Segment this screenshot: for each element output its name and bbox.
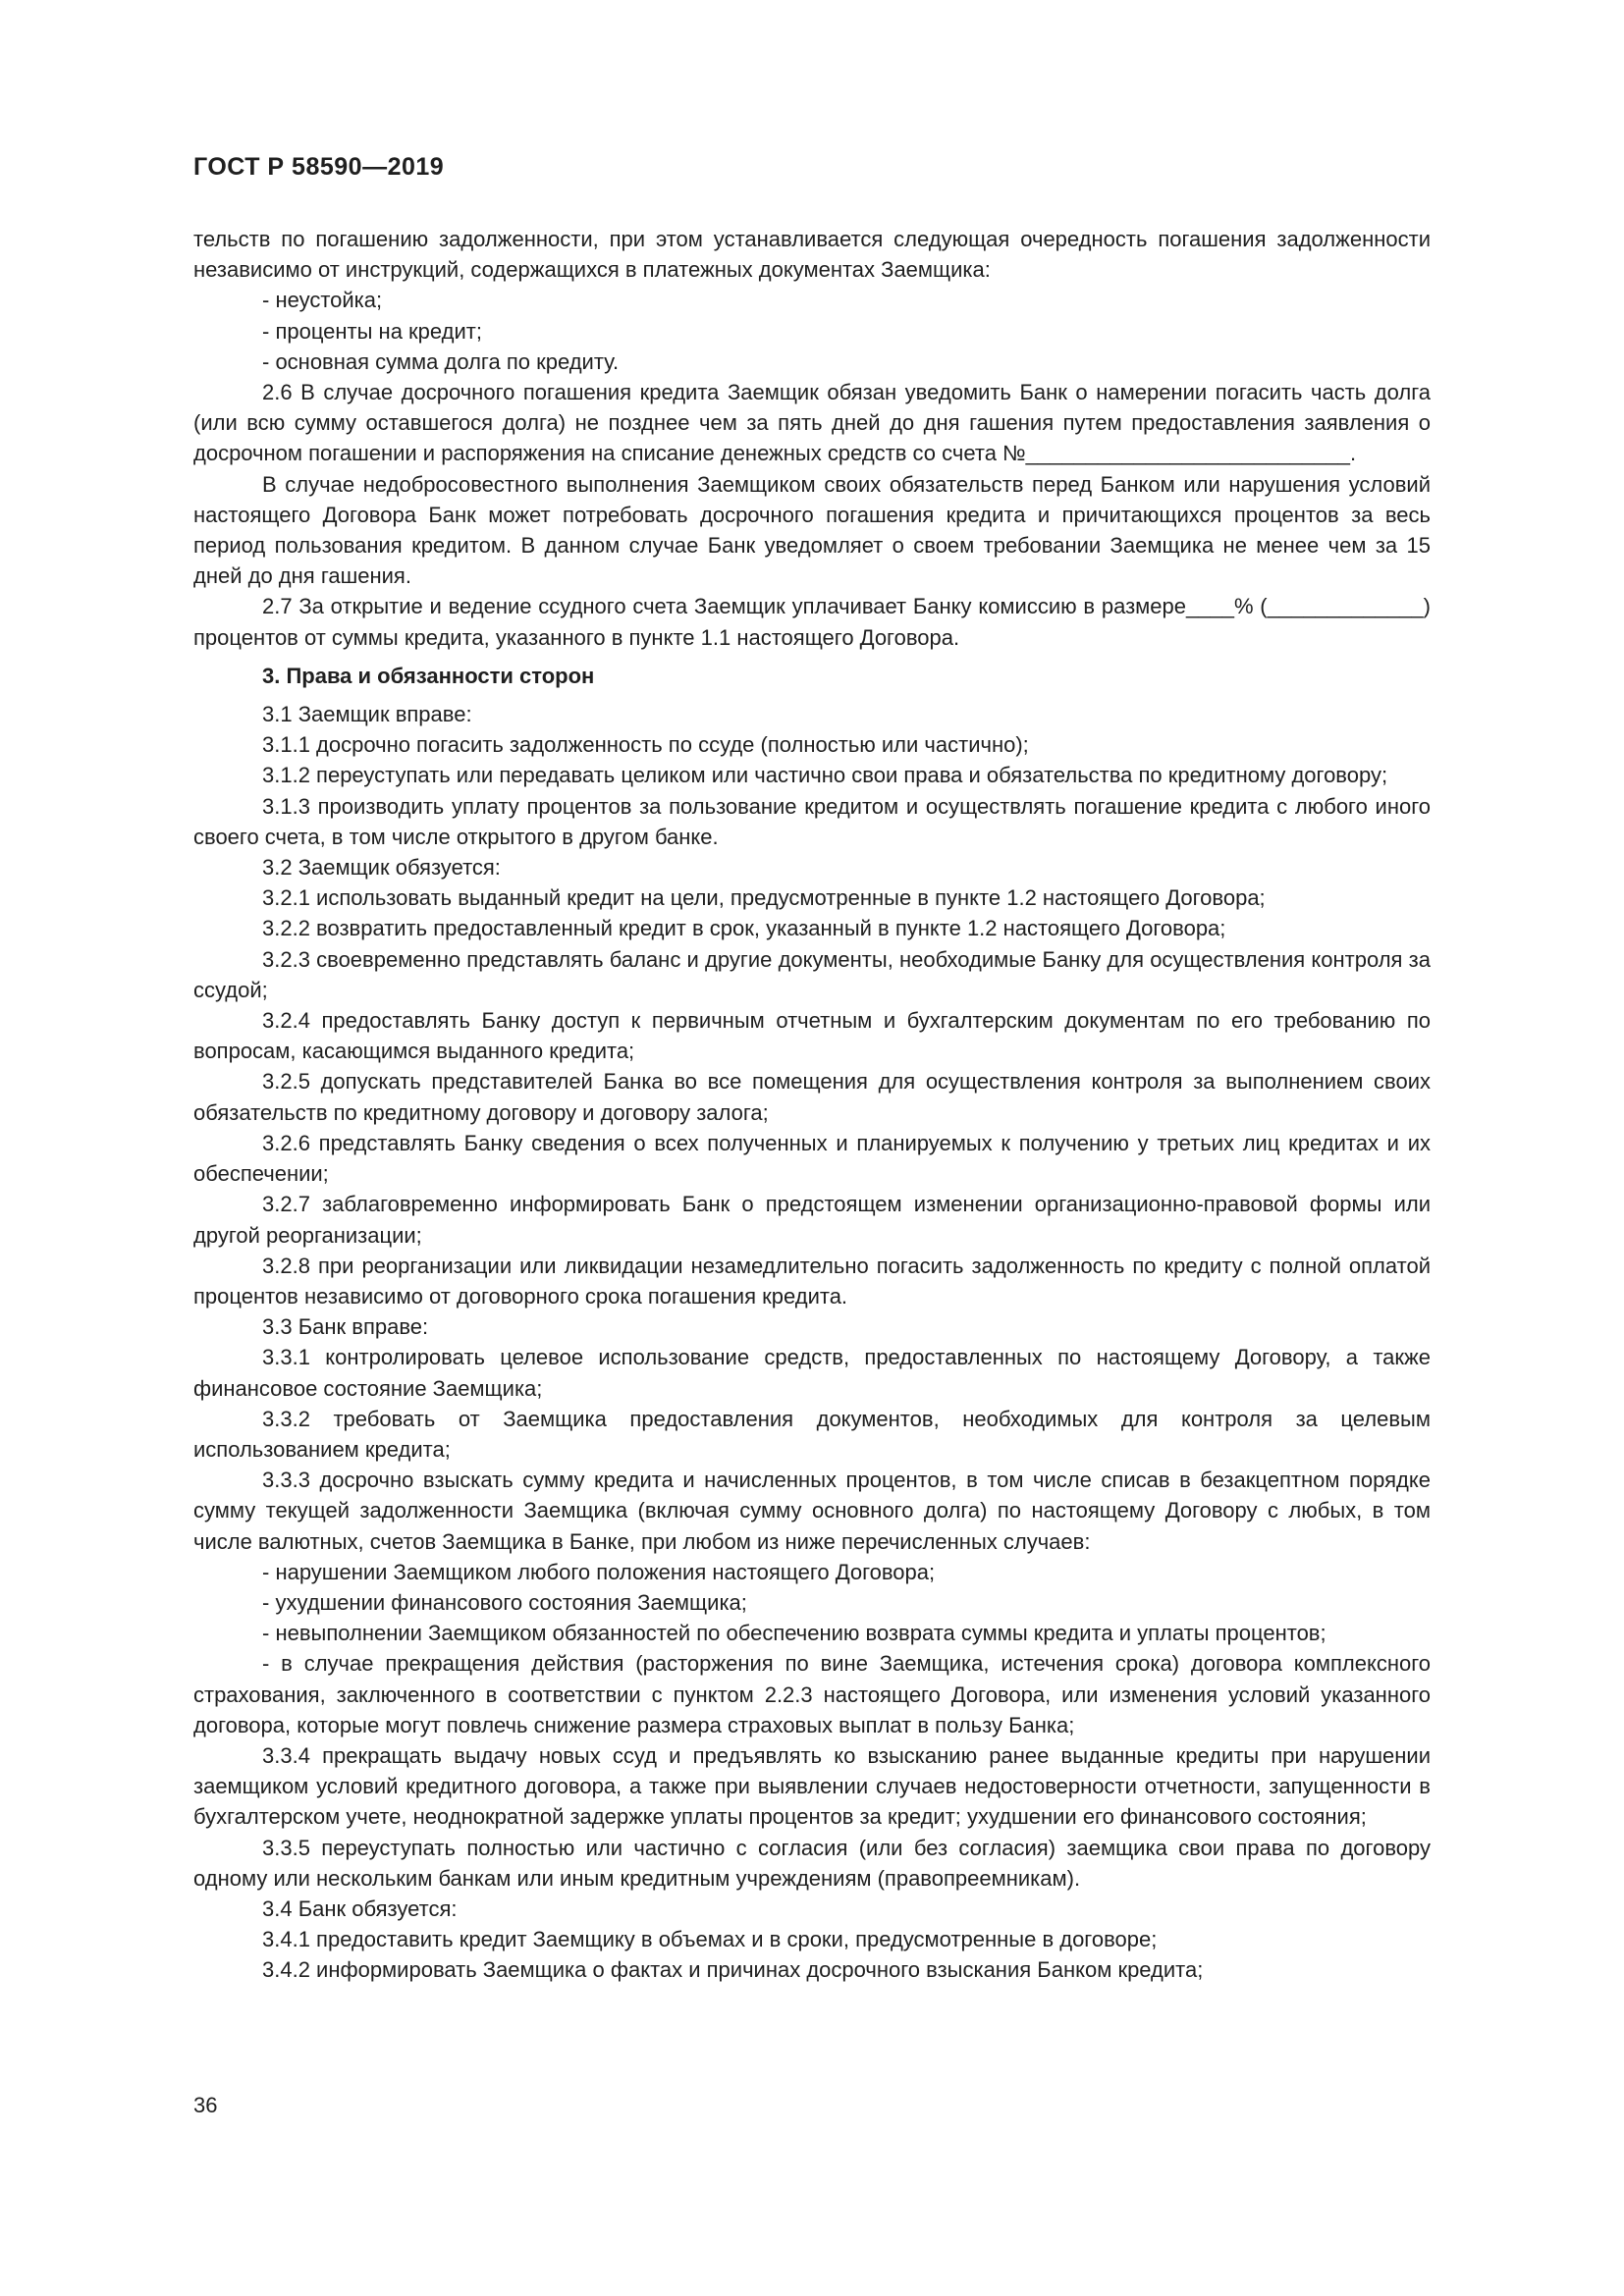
paragraph: 3.4.1 предоставить кредит Заемщику в объемах и в сроки, предусмотренные в договоре; <box>262 1927 1158 1952</box>
paragraph: 3.1.1 досрочно погасить задолженность по ссуде (полностью или частично); <box>262 732 1029 758</box>
page-number: 36 <box>193 2093 218 2117</box>
paragraph: 3.2 Заемщик обязуется: <box>262 855 501 881</box>
paragraph: 3.3 Банк вправе: <box>262 1314 429 1340</box>
paragraph: 3.4 Банк обязуется: <box>262 1896 458 1921</box>
paragraph: 3.2.5 допускать представителей Банка во все помещения для осуществления контроля за выполнением своих обязательств по кредитному договору и договору залога; <box>193 1069 1431 1125</box>
section-heading: 3. Права и обязанности сторон <box>262 663 595 688</box>
paragraph: 3.3.2 требовать от Заемщика предоставления документов, необходимых для контроля за целевым использованием кредита; <box>193 1406 1431 1462</box>
paragraph: 3.2.8 при реорганизации или ликвидации незамедлительно погасить задолженность по кредиту с полной оплатой процентов независимо от договорного срока погашения кредита. <box>193 1253 1431 1308</box>
paragraph: 3.2.2 возвратить предоставленный кредит в срок, указанный в пункте 1.2 настоящего Договора; <box>262 916 1226 941</box>
paragraph: - проценты на кредит; <box>262 318 482 344</box>
paragraph: В случае недобросовестного выполнения Заемщиком своих обязательств перед Банком или нарушения условий настоящего Договора Банк может потребовать досрочного погашения кредита и причитающихся процентов за весь период пользования кредитом. В данном случае Банк уведомляет о своем требовании Заемщика не менее чем за 15 дней до дня гашения. <box>193 471 1431 589</box>
paragraph: 3.1.3 производить уплату процентов за пользование кредитом и осуществлять погашение кредита с любого иного своего счета, в том числе открытого в другом банке. <box>193 793 1431 849</box>
paragraph: 3.3.5 переуступать полностью или частично с согласия (или без согласия) заемщика свои права по договору одному или нескольким банкам или иным кредитным учреждениям (правопреемникам). <box>193 1835 1431 1891</box>
document-body <box>193 224 1431 1986</box>
paragraph: 3.3.3 досрочно взыскать сумму кредита и начисленных процентов, в том числе списав в безакцептном порядке сумму текущей задолженности Заемщика (включая сумму основного долга) по настоящему Договору с любых, в том числе валютных, счетов Заемщика в Банке, при любом из ниже перечисленных случаев: <box>193 1468 1431 1554</box>
paragraph: 3.2.1 использовать выданный кредит на цели, предусмотренные в пункте 1.2 настоящего Договора; <box>262 885 1266 911</box>
paragraph: 3.2.4 предоставлять Банку доступ к первичным отчетным и бухгалтерским документам по его требованию по вопросам, касающимся выданного кредита; <box>193 1008 1431 1064</box>
paragraph: - ухудшении финансового состояния Заемщика; <box>262 1589 747 1615</box>
paragraph: 3.3.4 прекращать выдачу новых ссуд и предъявлять ко взысканию ранее выданные кредиты при нарушении заемщиком условий кредитного договора, а также при выявлении случаев недостоверности отчетности, запущенности в бухгалтерском учете, неоднократной задержке уплаты процентов за кредит; ухудшении его финансового состояния; <box>193 1742 1431 1830</box>
paragraph: - невыполнении Заемщиком обязанностей по обеспечению возврата суммы кредита и уплаты процентов; <box>262 1621 1326 1646</box>
paragraph: - нарушении Заемщиком любого положения настоящего Договора; <box>262 1559 936 1584</box>
paragraph: 3.4.2 информировать Заемщика о фактах и причинах досрочного взыскания Банком кредита; <box>262 1957 1204 1983</box>
paragraph: - в случае прекращения действия (расторжения по вине Заемщика, истечения срока) договора комплексного страхования, заключенного в соответствии с пунктом 2.2.3 настоящего Договора, или изменения условий указанного договора, которые могут повлечь снижение размера страховых выплат в пользу Банка; <box>193 1651 1431 1737</box>
paragraph: 2.7 За открытие и ведение ссудного счета Заемщик уплачивает Банку комиссию в размере____% (_____________) процентов от суммы кредита, указанного в пункте 1.1 настоящего Договора. <box>193 594 1431 650</box>
paragraph: тельств по погашению задолженности, при этом устанавливается следующая очередность погашения задолженности независимо от инструкций, содержащихся в платежных документах Заемщика: <box>193 227 1431 283</box>
document-header: ГОСТ Р 58590—2019 <box>193 153 445 181</box>
paragraph: 3.1 Заемщик вправе: <box>262 702 472 727</box>
paragraph: 3.1.2 переуступать или передавать целиком или частично свои права и обязательства по кредитному договору; <box>262 763 1388 788</box>
paragraph: - основная сумма долга по кредиту. <box>262 348 620 374</box>
paragraph: - неустойка; <box>262 288 383 313</box>
paragraph: 3.2.6 представлять Банку сведения о всех полученных и планируемых к получению у третьих лиц кредитах и их обеспечении; <box>193 1130 1431 1187</box>
paragraph: 3.2.7 заблаговременно информировать Банк о предстоящем изменении организационно-правовой формы или другой реорганизации; <box>193 1192 1431 1248</box>
paragraph: 2.6 В случае досрочного погашения кредита Заемщик обязан уведомить Банк о намерении погасить часть долга (или всю сумму оставшегося долга) не позднее чем за пять дней до дня гашения путем предоставления заявления о досрочном погашении и распоряжения на списание денежных средств со счета №___________________________. <box>193 380 1431 466</box>
paragraph: 3.3.1 контролировать целевое использование средств, предоставленных по настоящему Договору, а также финансовое состояние Заемщика; <box>193 1345 1431 1401</box>
paragraph: 3.2.3 своевременно представлять баланс и другие документы, необходимые Банку для осуществления контроля за ссудой; <box>193 946 1431 1002</box>
